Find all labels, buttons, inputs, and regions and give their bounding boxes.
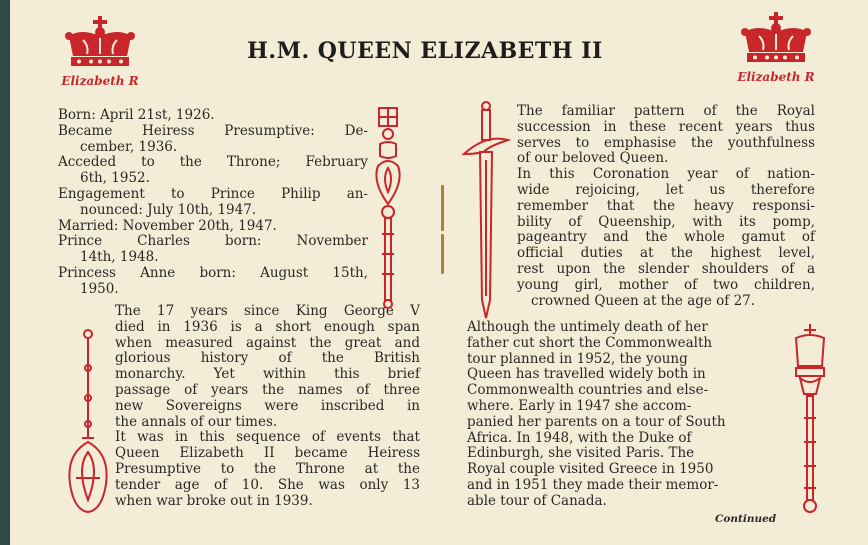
fact-line: 14th, 1948. — [80, 249, 159, 266]
text-line: rest upon the slender shoulders of a — [517, 260, 815, 277]
text-line: official duties at the highest level, — [517, 245, 815, 262]
text-line: remember that the heavy responsi- — [517, 197, 815, 214]
page-title: H.M. QUEEN ELIZABETH II — [247, 38, 603, 64]
cipher-signature: Elizabeth R — [737, 70, 815, 84]
mace-icon — [790, 322, 830, 518]
text-line: Queen Elizabeth II became Heiress — [115, 445, 420, 462]
binding-staple — [441, 185, 444, 231]
fact-line: Prince Charles born: November — [58, 233, 368, 250]
royal-cipher-right — [732, 10, 820, 84]
sceptre-icon — [370, 104, 406, 310]
crown-icon — [61, 14, 139, 72]
text-line: wide rejoicing, let us therefore — [517, 181, 815, 198]
text-line: new Sovereigns were inscribed in — [115, 397, 420, 414]
text-line: and in 1951 they made their memor- — [467, 476, 719, 493]
fact-line: cember, 1936. — [80, 138, 178, 155]
text-line: tour planned in 1952, the young — [467, 350, 688, 367]
text-line: It was in this sequence of events that — [115, 429, 420, 446]
binding-staple — [441, 234, 444, 274]
text-line: Edinburgh, she visited Paris. The — [467, 445, 695, 462]
text-line: In this Coronation year of nation- — [517, 166, 815, 183]
fact-line: Engagement to Prince Philip an- — [58, 185, 368, 202]
text-line: the annals of our times. — [115, 413, 278, 430]
text-line: succession in these recent years thus — [517, 118, 815, 135]
text-line: Although the untimely death of her — [467, 319, 708, 335]
text-line: able tour of Canada. — [467, 492, 607, 509]
text-line: father cut short the Commonwealth — [467, 334, 713, 351]
text-line: panied her parents on a tour of South — [467, 413, 726, 430]
anointing-spoon-icon — [66, 328, 110, 514]
crown-icon — [737, 10, 815, 68]
fact-line: Born: April 21st, 1926. — [58, 107, 215, 123]
text-line: when measured against the great and — [115, 334, 420, 351]
fact-line: Became Heiress Presumptive: De- — [58, 122, 368, 139]
fact-line: Married: November 20th, 1947. — [58, 217, 277, 234]
text-line: The 17 years since King George V — [115, 303, 420, 319]
text-line: glorious history of the British — [115, 350, 420, 367]
text-line: crowned Queen at the age of 27. — [531, 292, 756, 309]
continued-label: Continued — [715, 513, 777, 525]
text-line: bility of Queenship, with its pomp, — [517, 213, 815, 230]
cipher-signature: Elizabeth R — [61, 74, 139, 88]
text-line: Presumptive to the Throne at the — [115, 460, 420, 477]
text-line: serves to emphasise the youthfulness — [517, 134, 815, 151]
fact-line: 1950. — [80, 280, 119, 297]
text-line: of our beloved Queen. — [517, 150, 669, 167]
text-line: young girl, mother of two children, — [517, 276, 815, 293]
fact-line: Princess Anne born: August 15th, — [58, 264, 368, 281]
left-paragraphs — [115, 304, 420, 509]
facts-list — [58, 108, 368, 298]
text-line: when war broke out in 1939. — [115, 492, 313, 509]
text-line: monarchy. Yet within this brief — [115, 366, 420, 383]
text-line: tender age of 10. She was only 13 — [115, 476, 420, 493]
right-paragraph-bottom — [467, 320, 767, 510]
fact-line: Acceded to the Throne; February — [58, 154, 368, 171]
sword-icon — [460, 100, 512, 322]
text-line: Queen has travelled widely both in — [467, 366, 706, 383]
text-line: The familiar pattern of the Royal — [517, 103, 815, 119]
fact-line: nounced: July 10th, 1947. — [80, 201, 257, 218]
royal-cipher-left — [58, 14, 142, 88]
text-line: passage of years the names of three — [115, 381, 420, 398]
text-line: Commonwealth countries and else- — [467, 382, 709, 399]
fact-line: 6th, 1952. — [80, 170, 150, 187]
right-paragraphs-top — [517, 104, 815, 309]
text-line: Royal couple visited Greece in 1950 — [467, 461, 714, 478]
text-line: pageantry and the whole gamut of — [517, 229, 815, 246]
text-line: died in 1936 is a short enough span — [115, 318, 420, 335]
text-line: where. Early in 1947 she accom- — [467, 397, 692, 414]
text-line: Africa. In 1948, with the Duke of — [467, 429, 692, 446]
